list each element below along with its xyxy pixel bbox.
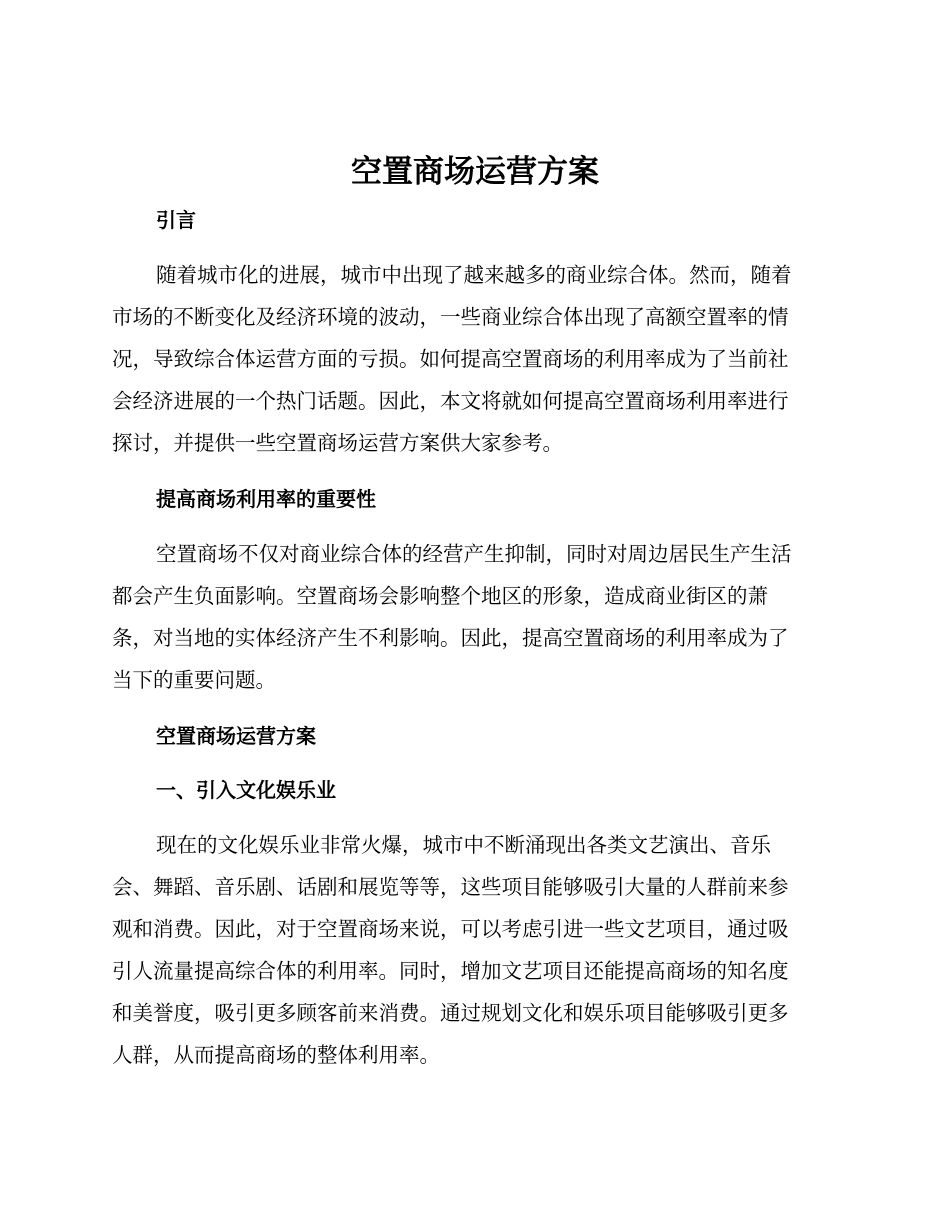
- paragraph-line: 观和消费。因此，对于空置商场来说，可以考虑引进一些文艺项目，通过吸: [112, 917, 789, 941]
- paragraph-line: 探讨，并提供一些空置商场运营方案供大家参考。: [112, 431, 563, 455]
- paragraph-line: 现在的文化娱乐业非常火爆，城市中不断涌现出各类文艺演出、音乐: [156, 833, 771, 857]
- paragraph-importance: [112, 533, 836, 701]
- paragraph-line: 随着城市化的进展，城市中出现了越来越多的商业综合体。然而，随着: [156, 263, 792, 287]
- paragraph-line: 会经济进展的一个热门话题。因此，本文将就如何提高空置商场利用率进行: [112, 389, 789, 413]
- section-heading-intro: 引言: [156, 208, 196, 232]
- section-heading-importance: 提高商场利用率的重要性: [156, 487, 376, 511]
- document-title: 空置商场运营方案: [351, 154, 599, 190]
- paragraph-line: 会、舞蹈、音乐剧、话剧和展览等等，这些项目能够吸引大量的人群前来参: [112, 875, 789, 899]
- paragraph-line: 人群，从而提高商场的整体利用率。: [112, 1043, 440, 1067]
- paragraph-line: 况，导致综合体运营方面的亏损。如何提高空置商场的利用率成为了当前社: [112, 347, 789, 371]
- paragraph-intro: [112, 254, 836, 464]
- paragraph-line: 都会产生负面影响。空置商场会影响整个地区的形象，造成商业街区的萧: [112, 584, 768, 608]
- paragraph-line: 和美誉度，吸引更多顾客前来消费。通过规划文化和娱乐项目能够吸引更多: [112, 1001, 789, 1025]
- paragraph-culture-entertainment: [112, 824, 836, 1076]
- paragraph-line: 当下的重要问题。: [112, 668, 276, 692]
- paragraph-line: 市场的不断变化及经济环境的波动，一些商业综合体出现了高额空置率的情: [112, 305, 789, 329]
- section-heading-culture-entertainment: 一、引入文化娱乐业: [156, 778, 336, 802]
- paragraph-line: 条，对当地的实体经济产生不利影响。因此，提高空置商场的利用率成为了: [112, 626, 789, 650]
- paragraph-line: 引人流量提高综合体的利用率。同时，增加文艺项目还能提高商场的知名度: [112, 959, 789, 983]
- paragraph-line: 空置商场不仅对商业综合体的经营产生抑制，同时对周边居民生产生活: [156, 542, 792, 566]
- section-heading-plan: 空置商场运营方案: [156, 724, 316, 748]
